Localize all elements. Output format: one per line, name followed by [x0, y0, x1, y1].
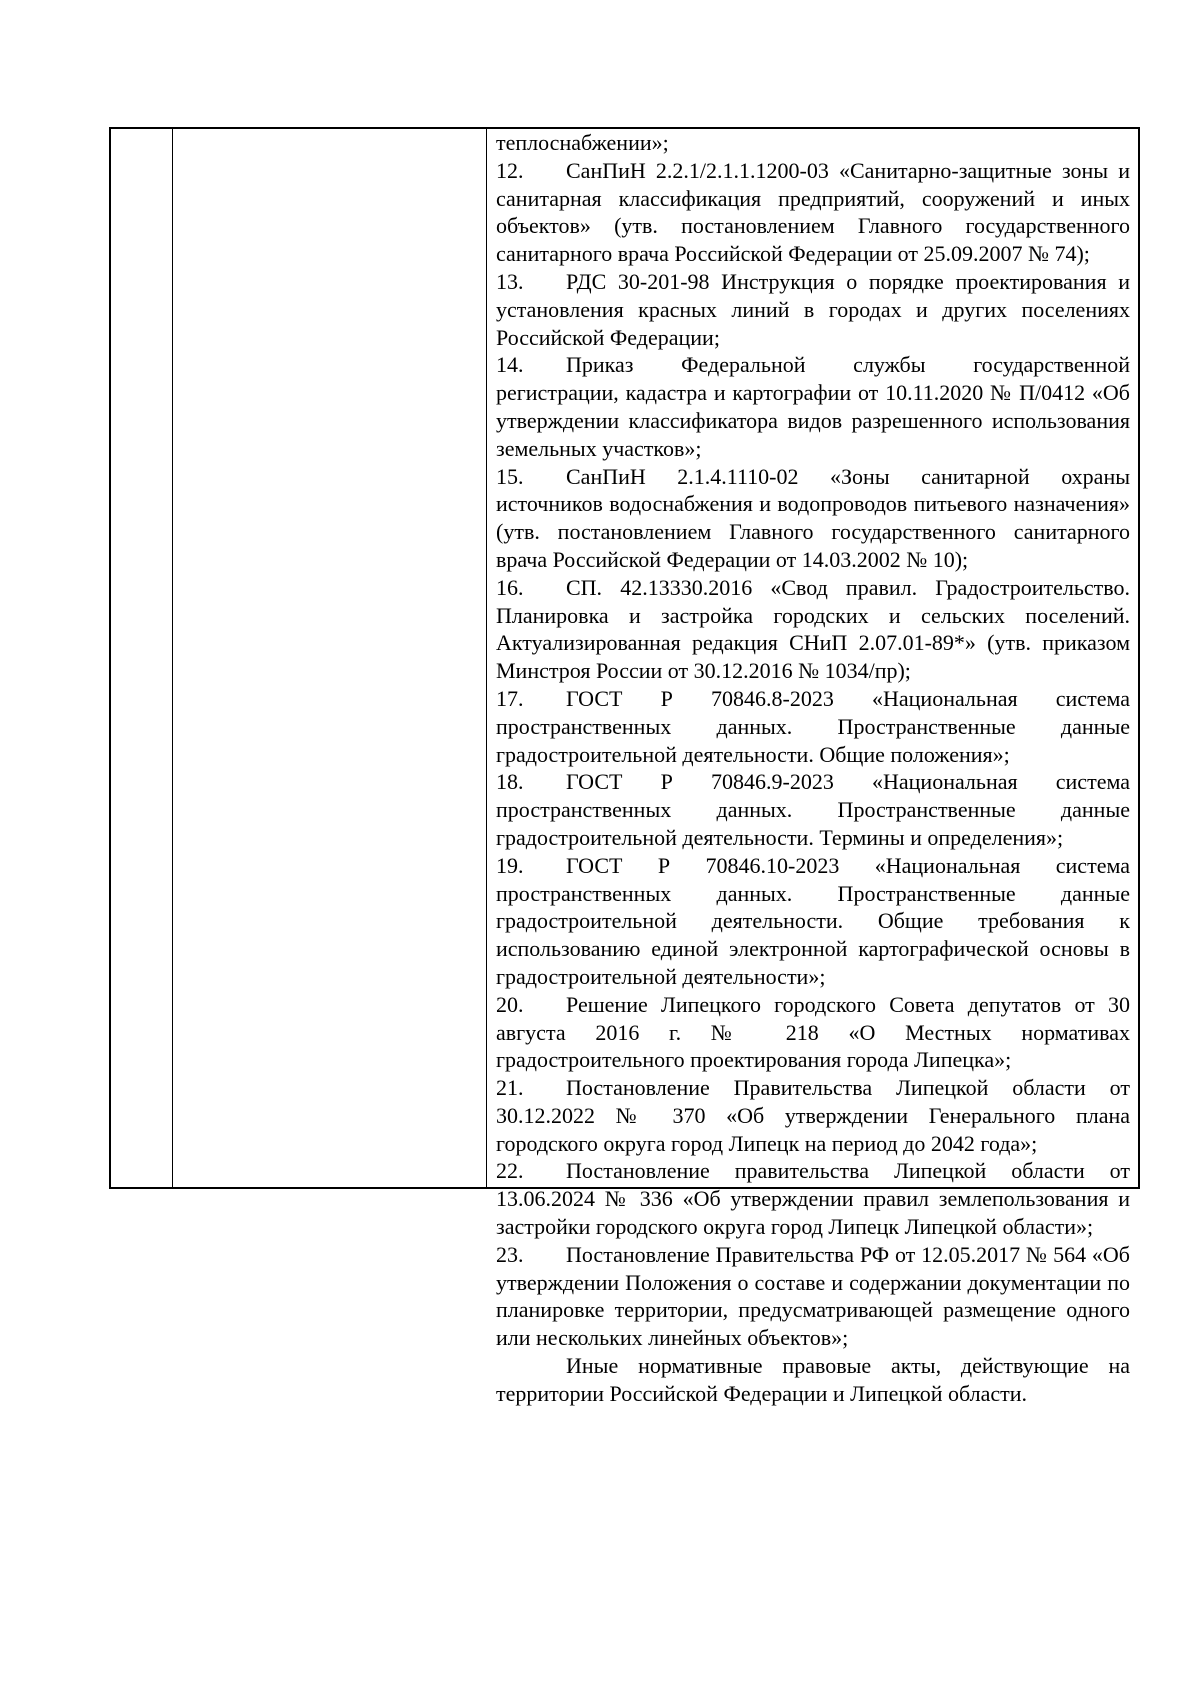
- list-item-number: 14.: [496, 352, 524, 378]
- list-item-text: СанПиН 2.2.1/2.1.1.1200-03 «Санитарно-защитные зоны и санитарная классификация предприятий, сооружений и иных объектов» (утв. постановлением Главного государственного санитарного врача Российской Федерации от 25.09.2007 № 74);: [496, 157, 1130, 267]
- list-item: [496, 351, 1130, 462]
- list-item-number: 18.: [496, 769, 524, 795]
- list-item-number: 15.: [496, 463, 524, 489]
- list-item-text: Постановление правительства Липецкой области от 13.06.2024 № 336 «Об утверждении правил землепользования и застройки городского округа город Липецк Липецкой области»;: [496, 1158, 1130, 1240]
- list-item: [496, 852, 1130, 991]
- list-item-text: РДС 30-201-98 Инструкция о порядке проектирования и установления красных линий в городах и других поселениях Российской Федерации;: [496, 268, 1130, 350]
- list-item-text: теплоснабжении»;: [496, 130, 669, 155]
- list-item: [496, 1157, 1130, 1240]
- list-item-number: 12.: [496, 157, 524, 183]
- list-item-text: Постановление Правительства Липецкой области от 30.12.2022 № 370 «Об утверждении Генерального плана городского округа город Липецк на период до 2042 года»;: [496, 1075, 1130, 1156]
- list-item-number: 19.: [496, 852, 524, 878]
- list-item: [496, 268, 1130, 351]
- list-item-number: 16.: [496, 574, 524, 600]
- list-item-text: Приказ Федеральной службы государственной регистрации, кадастра и картографии от 10.11.2020 № П/0412 «Об утверждении классификатора видов разрешенного использования земельных участков»;: [496, 352, 1130, 461]
- list-item-number: 13.: [496, 268, 524, 294]
- list-item-text: ГОСТ Р 70846.9-2023 «Национальная система пространственных данных. Пространственные данные градостроительной деятельности. Термины и определения»;: [496, 769, 1130, 850]
- list-item: [496, 768, 1130, 851]
- list-item-text: ГОСТ Р 70846.10-2023 «Национальная система пространственных данных. Пространственные данные градостроительной деятельности. Общие требования к использованию единой электронной картографической основы в градостроительной деятельности»;: [496, 852, 1130, 989]
- closing-paragraph: Иные нормативные правовые акты, действующие на территории Российской Федерации и Липецкой области.: [496, 1353, 1130, 1406]
- list-item: [496, 157, 1130, 268]
- list-item-text: ГОСТ Р 70846.8-2023 «Национальная система пространственных данных. Пространственные данные градостроительной деятельности. Общие положения»;: [496, 685, 1130, 767]
- table-column-content: [487, 129, 1138, 1406]
- list-item: [496, 574, 1130, 685]
- list-item-number: 21.: [496, 1075, 524, 1101]
- table-column-name: [173, 129, 487, 1187]
- list-item-number: 20.: [496, 991, 524, 1017]
- list-item: [496, 1074, 1130, 1157]
- list-item-text: СанПиН 2.1.4.1110-02 «Зоны санитарной охраны источников водоснабжения и водопроводов питьевого назначения» (утв. постановлением Главного государственного санитарного врача Российской Федерации от 14.03.2002 № 10);: [496, 463, 1130, 572]
- document-table: [109, 127, 1140, 1406]
- list-item: [496, 1241, 1130, 1352]
- list-item: [496, 991, 1130, 1074]
- list-item-number: 23.: [496, 1241, 524, 1267]
- list-item-text: Постановление Правительства РФ от 12.05.2017 № 564 «Об утверждении Положения о составе и содержании документации по планировке территории, предусматривающей размещение одного или нескольких линейных объектов»;: [496, 1241, 1130, 1351]
- list-item: [496, 685, 1130, 768]
- list-item: [496, 129, 1130, 157]
- list-item-number: 22.: [496, 1158, 524, 1184]
- list-item-text: Решение Липецкого городского Совета депутатов от 30 августа 2016 г. № 218 «О Местных нормативах градостроительного проектирования города Липецка»;: [496, 991, 1130, 1073]
- list-item-number: 17.: [496, 685, 524, 711]
- table-column-number: [111, 129, 173, 1187]
- list-item-text: СП. 42.13330.2016 «Свод правил. Градостроительство. Планировка и застройка городских и сельских поселений. Актуализированная редакция СНиП 2.07.01-89*» (утв. приказом Минстроя России от 30.12.2016 № 1034/пр);: [496, 574, 1130, 684]
- list-item: [496, 463, 1130, 574]
